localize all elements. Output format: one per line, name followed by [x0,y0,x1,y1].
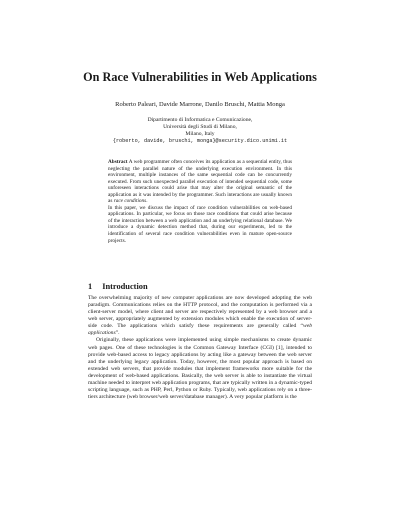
body-text-1-end: ”. [115,330,120,337]
affiliation-dept: Dipartimento di Informatica e Comunicazione, [147,117,253,123]
body-paragraph-2: Originally, these applications were implemented using simple mechanisms to create dynamic web pages. One of these technologies is the Common Gateway Interface (CGI) [1], intended to provide web-based access to legacy applications by acting like a gateway between the web server and the underlying legacy application. Today, however, the most popular approach is based on extended web servers, that provide modules that implement frameworks more suitable for the development of web-based applications. Basically, the web server is able to instantiate the virtual machine needed to interpret web application programs, that are typically written in a dynamic-typed scripting language, such as PHP, Perl, Python or Ruby. Typically, web applications rely on a three-tiers architecture (web browser/web server/database manager). A very popular platform is the [88,337,312,401]
abstract-emphasis: race conditions [113,198,147,205]
author-list: Roberto Paleari, Davide Marrone, Danilo Bruschi, Mattia Monga [115,101,285,108]
body-emphasis: web applications [88,323,312,337]
introduction-body [88,295,312,401]
paper-title: On Race Vulnerabilities in Web Applications [83,70,317,84]
affiliation-block [0,117,400,145]
section-number: 1 [88,282,93,291]
author-emails: {roberto, davide, bruschi, monga}@security.dico.unimi.it [112,138,288,145]
abstract-text-1: A web programmer often conceives its application as a sequential entity, thus neglecting the parallel nature of the underlying execution environment. In this environment, multiple instances of the same sequential code can be concurrently executed. From such unexpected parallel execution of intended sequential code, some unforeseen interactions could arise that may alter the original semantic of the application as it was intended by the programmer. Such interactions are usually known as [108,159,292,205]
abstract-paragraph-2: In this paper, we discuss the impact of race condition vulnerabilities on web-based applications. In particular, we focus on those race conditions that could arise because of the interaction between a web application and an underlying relational database. We introduce a dynamic detection method that, during our experiments, led to the identification of several race condition vulnerabilities even in mature open-source projects. [108,204,292,244]
section-heading [88,282,148,291]
affiliation-university: Università degli Studi di Milano, [163,124,237,131]
abstract-paragraph-1 [108,159,292,205]
affiliation-city: Milano, Italy [185,131,215,138]
abstract [108,159,292,244]
body-text-1: The overwhelming majority of new computer applications are now developed adopting the web paradigm. Communications relies on the HTTP protocol, and the computation is performed via a client-server model, where client and server are respectively represented by a web browser and a web server, appropriately augmented by extension modules which enable the execution of server-side code. The applications which satisfy these requirements are generally called “ [88,295,312,330]
abstract-label: Abstract [108,159,128,165]
abstract-text-1-end: . [146,198,148,205]
body-paragraph-1 [88,295,312,337]
section-title: Introduction [102,282,148,291]
